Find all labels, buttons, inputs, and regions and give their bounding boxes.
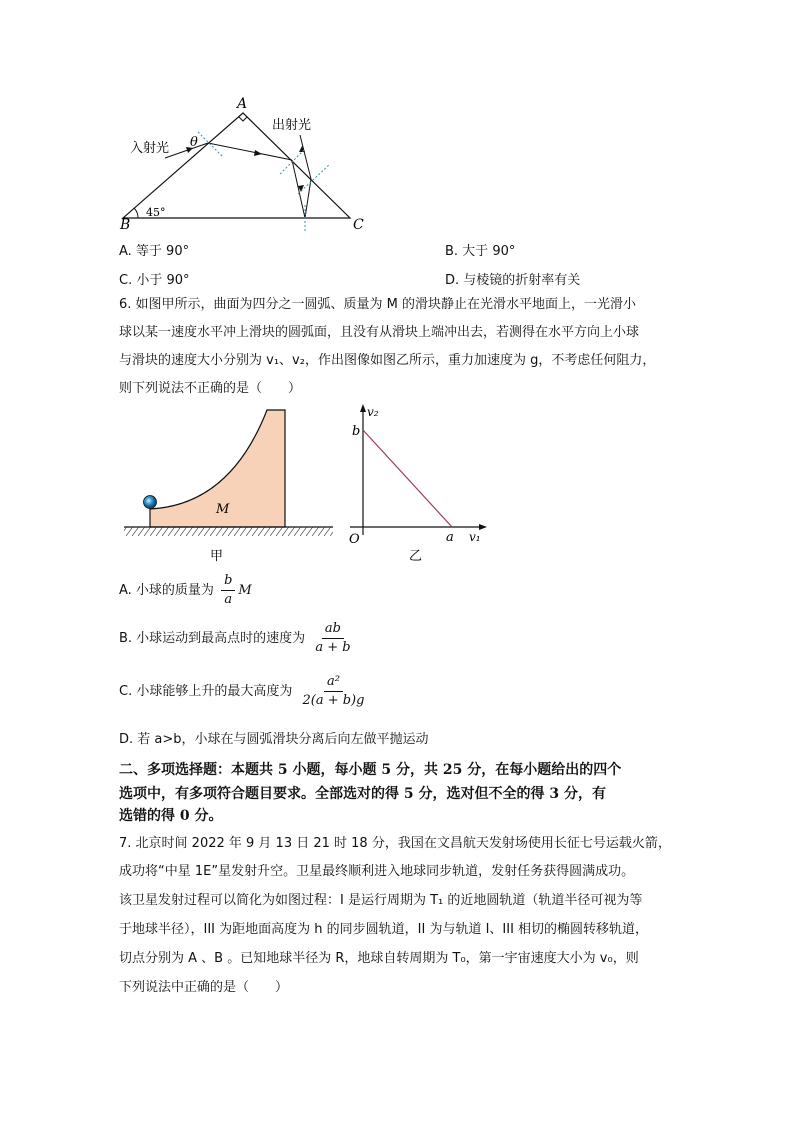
option-c: C. 小于 90° — [119, 273, 190, 288]
mass-label: M — [216, 502, 230, 517]
q6-option-d: D. 若 a>b，小球在与圆弧滑块分离后向左做平抛运动 — [119, 732, 429, 747]
q6-option-a — [119, 572, 252, 609]
q6-line: 与滑块的速度大小分别为 v₁、v₂，作出图像如图乙所示，重力加速度为 g，不考虑任何阻力， — [119, 353, 656, 368]
outgoing-light-label: 出射光 — [272, 118, 312, 133]
q7-line: 于地球半径），III 为距地面高度为 h 的同步圆轨道，II 为与轨道 I、III 相切的椭圆转移轨道， — [119, 922, 649, 937]
q7-line: 下列说法中正确的是（ ） — [119, 980, 289, 995]
numerator: ab — [322, 620, 344, 639]
q6-option-b — [119, 620, 357, 657]
q7-line: 该卫星发射过程可以简化为如图过程：I 是运行周期为 T₁ 的近地圆轨道（轨道半径可视为等 — [119, 893, 643, 908]
numerator: a² — [324, 673, 343, 692]
q7-line: 成功将“中星 1E”星发射升空。卫星最终顺利进入地球同步轨道，发射任务获得圆满成功。 — [119, 864, 635, 879]
x-axis-label: v₁ — [469, 530, 481, 544]
slider-figure-jia — [124, 410, 333, 564]
theta-label: θ — [190, 135, 198, 150]
option-a: A. 等于 90° — [119, 244, 190, 259]
section-heading: 选项中，有多项符合题目要求。全部选对的得 5 分，选对但不全的得 3 分，有 — [119, 786, 606, 802]
origin-label: O — [349, 532, 360, 547]
numerator: b — [221, 572, 235, 591]
b-label: b — [352, 424, 361, 439]
ball — [144, 496, 157, 509]
graph-yi — [349, 404, 487, 564]
denominator: a — [224, 592, 233, 607]
mass-symbol: M — [238, 583, 252, 598]
q6-option-c — [119, 673, 370, 710]
fraction — [299, 673, 367, 710]
vertex-a-label: A — [237, 96, 248, 112]
section-heading: 二、多项选择题：本题共 5 小题，每小题 5 分，共 25 分，在每小题给出的四个 — [119, 762, 622, 778]
q6-line: 则下列说法不正确的是（ ） — [119, 381, 302, 396]
fraction — [312, 620, 353, 657]
q7-line: 切点分别为 A 、B 。已知地球半径为 R，地球自转周期为 T₀，第一宇宙速度大小为 v₀，则 — [119, 951, 639, 966]
q7-line: 7. 北京时间 2022 年 9 月 13 日 21 时 18 分，我国在文昌航天发射场使用长征七号运载火箭， — [119, 836, 671, 851]
option-text: B. 小球运动到最高点时的速度为 — [119, 631, 306, 646]
q6-line: 球以某一速度水平冲上滑块的圆弧面，且没有从滑块上端冲出去，若测得在水平方向上小球 — [119, 325, 640, 340]
q6-figures — [0, 400, 794, 570]
section-heading: 选错的得 0 分。 — [119, 808, 223, 824]
fraction — [221, 572, 235, 609]
q6-line: 6. 如图甲所示，曲面为四分之一圆弧、质量为 M 的滑块静止在光滑水平地面上，一光滑小 — [119, 297, 637, 312]
caption-yi: 乙 — [409, 549, 423, 564]
v2-v1-line — [363, 430, 452, 527]
caption-jia: 甲 — [210, 549, 224, 564]
a-label: a — [446, 530, 454, 545]
option-d: D. 与棱镜的折射率有关 — [445, 273, 581, 288]
prism-figure — [0, 0, 794, 240]
option-text: A. 小球的质量为 — [119, 583, 214, 598]
vertex-c-label: C — [353, 217, 364, 233]
option-b: B. 大于 90° — [445, 244, 516, 259]
denominator: a + b — [315, 640, 351, 655]
incident-light-label: 入射光 — [130, 141, 170, 156]
y-axis-label: v₂ — [367, 405, 379, 419]
option-text: C. 小球能够上升的最大高度为 — [119, 684, 293, 699]
vertex-b-label: B — [120, 217, 131, 233]
denominator: 2(a + b)g — [302, 693, 365, 708]
angle-b-label: 45° — [146, 206, 166, 219]
